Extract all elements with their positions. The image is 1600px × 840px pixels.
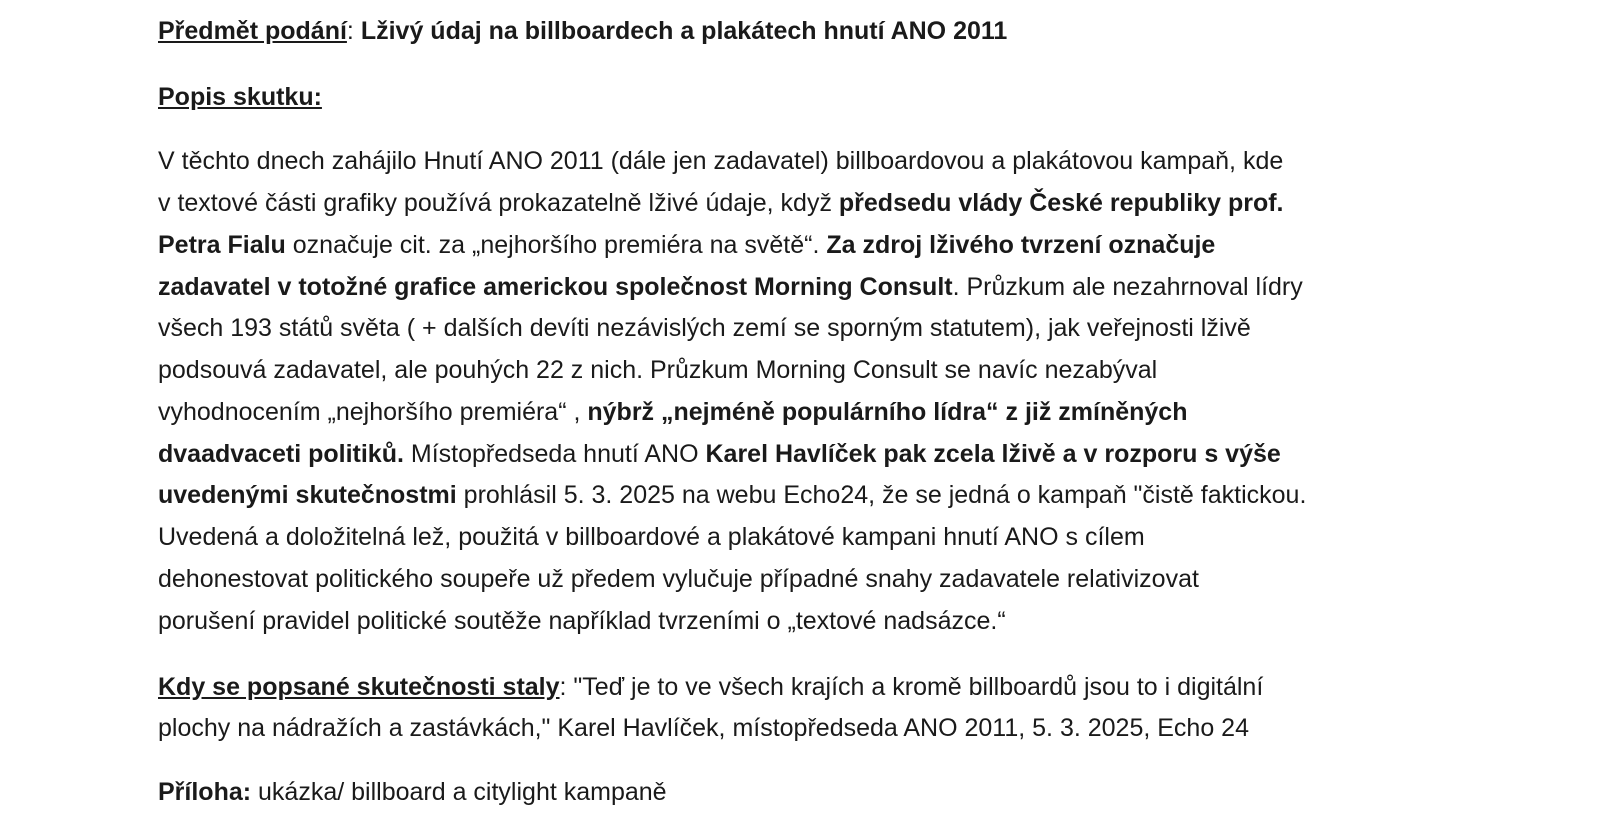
bold-text: Příloha: xyxy=(158,778,252,806)
p10 xyxy=(158,522,1145,552)
bold-text: předsedu vlády České republiky prof. xyxy=(838,189,1284,217)
p2 xyxy=(158,188,1284,218)
text: : "Teď je to ve všech krajích a kromě billboardů jsou to i digitální xyxy=(559,673,1264,701)
subject-line xyxy=(158,16,1007,46)
bold-text: dvaadvaceti politiků. xyxy=(158,440,404,468)
text: všech 193 států světa ( + dalších devíti nezávislých zemí se sporným statutem), jak veřejnosti lživě xyxy=(158,314,1251,342)
p8 xyxy=(158,439,1281,469)
bold-text: Kdy se popsané skutečnosti staly xyxy=(158,673,560,701)
text: Uvedená a doložitelná lež, použitá v billboardové a plakátové kampani hnutí ANO s cílem xyxy=(158,523,1145,551)
bold-text: Předmět podání xyxy=(158,17,347,45)
text: podsouvá zadavatel, ale pouhých 22 z nich. Průzkum Morning Consult se navíc nezabýval xyxy=(158,356,1158,384)
text: Místopředseda hnutí ANO xyxy=(403,440,706,468)
bold-text: Popis skutku: xyxy=(158,83,322,111)
bold-text: Lživý údaj na billboardech a plakátech hnutí ANO 2011 xyxy=(360,17,1008,45)
p9 xyxy=(158,480,1306,510)
text: označuje cit. za „nejhoršího premiéra na světě“. xyxy=(285,231,827,259)
text: : xyxy=(346,17,361,45)
text: prohlásil 5. 3. 2025 na webu Echo24, že se jedná o kampaň "čistě faktickou. xyxy=(456,481,1307,509)
text xyxy=(999,398,1006,426)
text: dehonestovat politického soupeře už předem vylučuje případné snahy zadavatele relativizovat xyxy=(158,565,1199,593)
bold-text: nýbrž „nejméně populárního lídra“ xyxy=(587,398,999,426)
text: V těchto dnech zahájilo Hnutí ANO 2011 (dále jen zadavatel) billboardovou a plakátovou kampaň, kde xyxy=(158,147,1284,175)
text: ukázka/ billboard a citylight kampaně xyxy=(251,778,667,806)
p3 xyxy=(158,230,1215,260)
bold-text: zadavatel v totožné grafice americkou společnost Morning Consult xyxy=(158,273,953,301)
p7 xyxy=(158,397,1187,427)
p4 xyxy=(158,272,1303,302)
text: porušení pravidel politické soutěže například tvrzeními o „textové nadsázce.“ xyxy=(158,607,1006,635)
text: v textové části grafiky používá prokazatelně lživé údaje, když xyxy=(158,189,839,217)
text: vyhodnocením „nejhoršího premiéra“ , xyxy=(158,398,588,426)
bold-text: Petra Fialu xyxy=(158,231,286,259)
p6 xyxy=(158,355,1157,385)
bold-text: z již zmíněných xyxy=(1005,398,1188,426)
text: . Průzkum ale nezahrnoval lídry xyxy=(952,273,1303,301)
attachment-line xyxy=(158,777,667,807)
when-line-2 xyxy=(158,713,1249,743)
p12 xyxy=(158,606,1006,636)
description-heading xyxy=(158,82,322,112)
bold-text: Za zdroj lživého tvrzení označuje xyxy=(826,231,1216,259)
bold-text: uvedenými skutečnostmi xyxy=(158,481,457,509)
bold-text: Karel Havlíček pak zcela lživě a v rozporu s výše xyxy=(705,440,1281,468)
text: plochy na nádražích a zastávkách," Karel Havlíček, místopředseda ANO 2011, 5. 3. 2025, Echo 24 xyxy=(158,714,1249,742)
p11 xyxy=(158,564,1199,594)
p1 xyxy=(158,146,1283,176)
p5 xyxy=(158,313,1251,343)
when-line-1 xyxy=(158,672,1263,702)
